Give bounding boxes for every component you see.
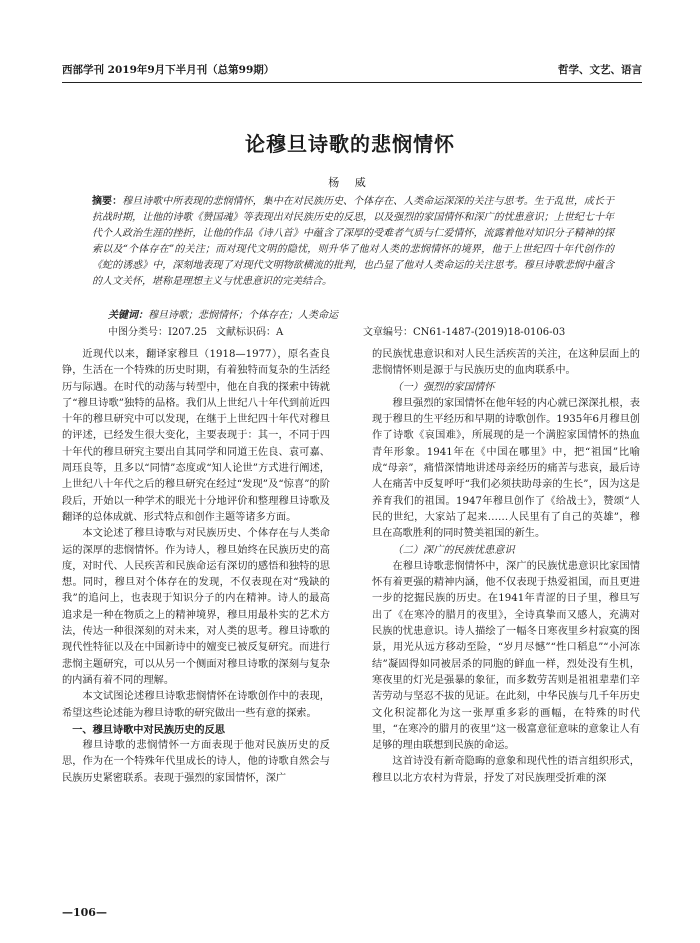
header-divider	[62, 82, 642, 83]
body-column-left	[62, 347, 330, 787]
abstract-text: 穆旦诗歌中所表现的悲悯情怀，集中在对民族历史、个体存在、人类命运深深的关注与思考。生于乱世，成长于抗战时期，让他的诗歌《赞国魂》等表现出对民族历史的反思，以及强烈的家国情怀和深广的忧患意识；上世纪七十年代个人政治生涯的挫折，让他的作品《诗八首》中蕴含了深厚的受难者气质与仁爱情怀，流露着他对知识分子精神的探索以及“个体存在”的关注；而对现代文明的隐忧，则升华了他对人类的悲悯情怀的境界，他于上世纪四十年代创作的《蛇的诱惑》中，深刻地表现了对现代文明物欲横流的批判，也凸显了他对人类命运的关注思考。穆旦诗歌悲悯中蕴含的人文关怀，堪称是理想主义与忧患意识的完美结合。	[92, 196, 615, 287]
body-column-right	[372, 347, 640, 787]
body-paragraph: 的民族忧患意识和对人民生活疾苦的关注，在这种层面上的悲悯情怀则是源于与民族历史的血肉联系中。	[372, 349, 640, 377]
abstract	[92, 194, 614, 290]
article-title: 论穆旦诗歌的悲悯情怀	[245, 132, 455, 156]
page-number: —106—	[62, 906, 107, 919]
subsection-heading: （一）强烈的家国情怀	[392, 381, 495, 393]
clc-number: 中图分类号：I207.25	[108, 327, 207, 338]
section-heading: 一、穆旦诗歌中对民族历史的反思	[72, 723, 225, 736]
body-paragraph: 穆旦强烈的家国情怀在他年轻的内心就已深深扎根，表现于穆旦的生平经历和早期的诗歌创作。1935年6月穆旦创作了诗歌《哀国难》，所展现的是一个满腔家国情怀的热血青年形象。1941年在《中国在哪里》中，把“祖国”比喻成“母亲”，痛惜深情地讲述母亲经历的痛苦与悲哀，最后诗人在痛苦中反复呼吁“我们必须扶助母亲的生长”，因为这是养育我们的祖国。1947年穆旦创作了《给战士》，赞颂“人民的世纪，大家站了起来……人民里有了自己的英雄”，穆旦在高歌胜利的同时赞美祖国的新生。	[372, 397, 640, 540]
article-number: 文章编号：CN61-1487-(2019)18-0106-03	[363, 327, 566, 338]
body-paragraph: 本文论述了穆旦诗歌与对民族历史、个体存在与人类命运的深厚的悲悯情怀。作为诗人，穆旦始终在民族历史的高度，对时代、人民疾苦和民族命运有深切的感悟和独特的思想。同时，穆旦对个体存在的发现，不仅表现在对“残缺的我”的追问上，也表现于知识分子的内在精神。诗人的最高追求是一种在物质之上的精神境界，穆旦用最朴实的艺术方法，传达一种很深刻的对未来，对人类的思考。穆旦诗歌的现代性特征以及在中国新诗中的嬗变已被反复研究。而进行悲悯主题研究，可以从另一个侧面对穆旦诗歌的深刻与复杂的内涵有着不同的理解。	[62, 528, 330, 686]
keywords-label: 关键词：	[108, 310, 148, 321]
article-author: 杨 威	[328, 176, 372, 189]
body-paragraph: 本文试图论述穆旦诗歌悲悯情怀在诗歌创作中的表现，希望这些论述能为穆旦诗歌的研究做出一些有意的探索。	[62, 691, 330, 719]
body-paragraph: 在穆旦诗歌悲悯情怀中，深广的民族忧患意识比家国情怀有着更强的精神内涵，他不仅表现于热爱祖国，而且更进一步的挖掘民族的历史。在1941年青涩的日子里，穆旦写出了《在寒冷的腊月的夜里》，全诗真挚而又感人，充满对民族的忧患意识。诗人描绘了一幅冬日寒夜里乡村寂寞的图景，用光从远方移动至险，“岁月尽憾”“性口稻息”“小河冻结”凝固得如同被居杀的同胞的鲜血一样，烈处没有生机，寒夜里的灯光是强暴的象征，而多数劳苦则是祖祖辈辈们辛苦劳动与坚忍不拔的见证。在此刻，中华民族与几千年历史文化积淀都化为这一张厚重多彩的画幅，在特殊的时代里，“在寒冷的腊月的夜里”这一极富意征意味的意象让人有足够的理由联想到民族的命运。	[372, 560, 640, 752]
keywords	[108, 306, 614, 321]
keywords-text: 穆旦诗歌；悲悯情怀；个体存在；人类命运	[148, 310, 338, 321]
subsection-heading: （二）深广的民族忧患意识	[392, 544, 515, 556]
running-header	[62, 62, 642, 80]
section-name: 哲学、文艺、语言	[558, 64, 642, 76]
journal-name: 西部学刊 2019年9月下半月刊（总第99期）	[62, 64, 275, 76]
body-paragraph: 近现代以来，翻译家穆旦（1918—1977），原名查良铮，生活在一个特殊的历史时期，有着独特而复杂的生活经历与际遇。在时代的动荡与转型中，他在自我的探索中铸就了“穆旦诗歌”独特的品格。我们从上世纪八十年代到前近四十年的穆旦研究中可以发现，在继于上世纪四十年代对穆旦的评述，已经发生很大变化，主要表现于：其一，不同于四十年代的穆旦研究主要出自其同学和同道王佐良、袁可嘉、周珏良等，且多以“同情”态度或“知人论世”方式进行阐述，上世纪八十年代之后的穆旦研究在经过“发现”及“惊喜”的阶段后，开始以一种学术的眼光十分地评价和整理穆旦诗歌及翻译的总体成就、形式特点和创作主题等诸多方面。	[62, 349, 330, 523]
abstract-label: 摘要：	[92, 196, 123, 207]
body-paragraph: 这首诗没有新奇隐晦的意象和现代性的语言组织形式，穆旦以北方农村为背景，抒发了对民族理受折难的深	[372, 756, 640, 784]
body-paragraph: 穆旦诗歌的悲悯情怀一方面表现于他对民族历史的反思，作为在一个特殊年代里成长的诗人，他的诗歌自然会与民族历史紧密联系。表现于强烈的家国情怀，深广	[62, 740, 330, 784]
document-code: 文献标识码：A	[216, 327, 284, 338]
